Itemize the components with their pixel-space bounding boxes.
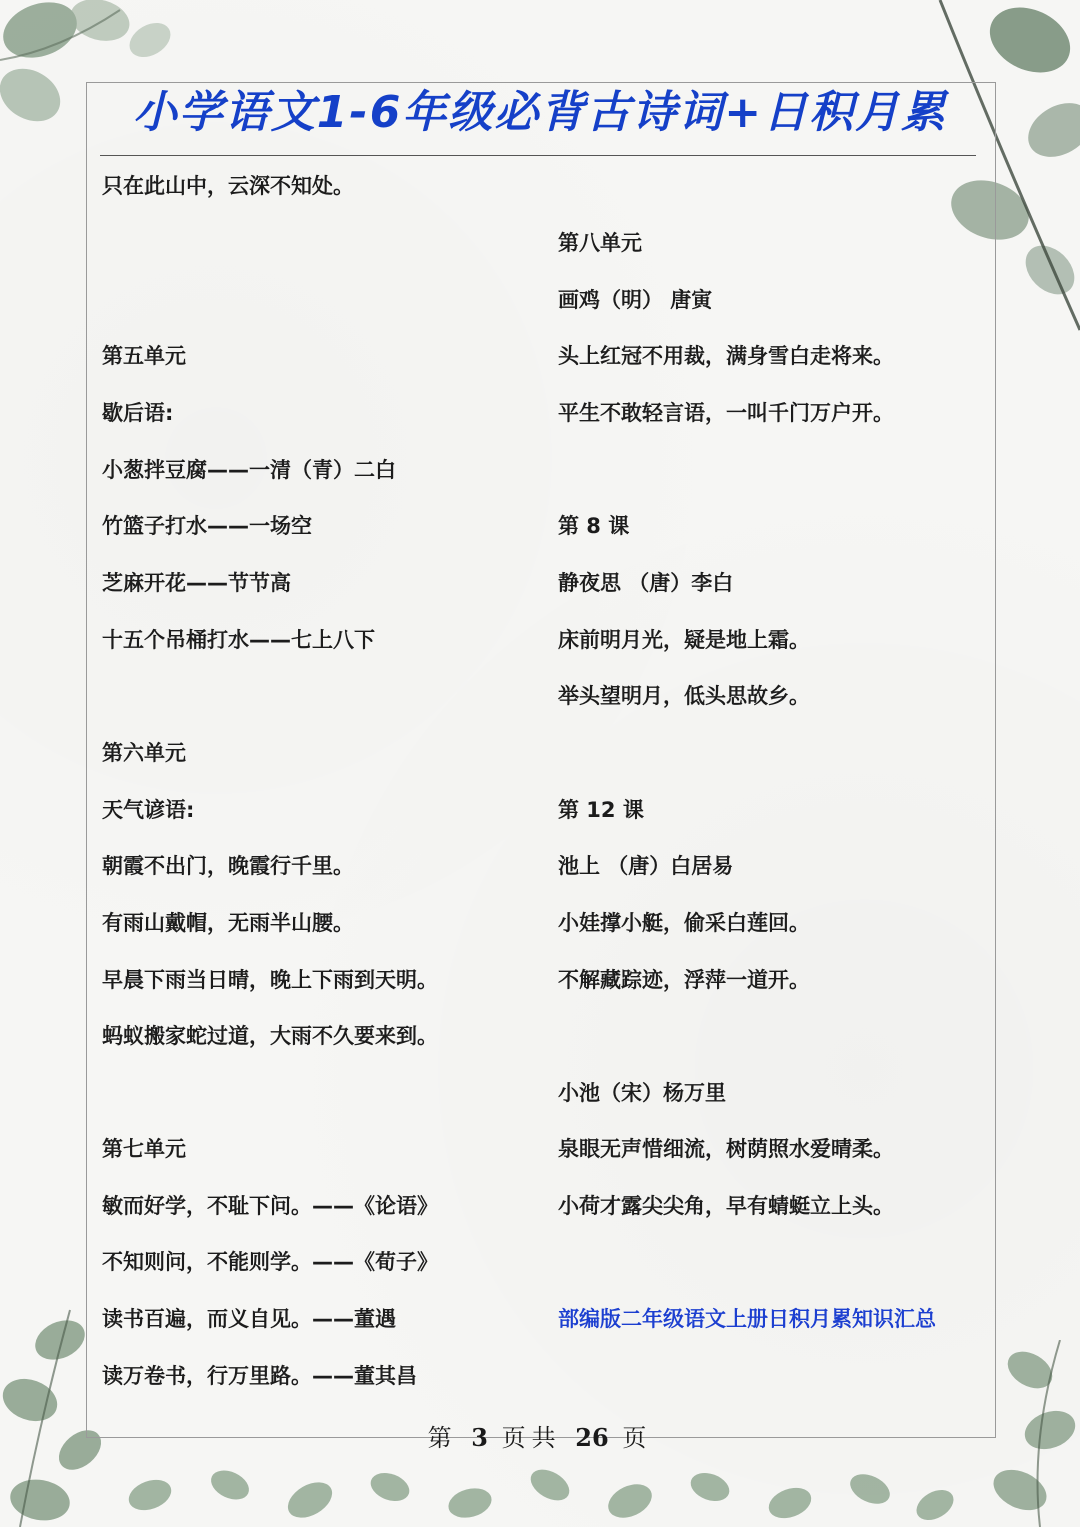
text-line: 小葱拌豆腐——一清（青）二白: [102, 458, 396, 482]
lesson-heading: 第 12 课: [558, 798, 644, 822]
section-heading: 第七单元: [102, 1137, 186, 1161]
poem-line: 头上红冠不用裁，满身雪白走将来。: [558, 344, 894, 368]
section-heading: 第八单元: [558, 231, 642, 255]
text-line: 有雨山戴帽，无雨半山腰。: [102, 911, 354, 935]
text-line: 读书百遍，而义自见。——董遇: [102, 1307, 396, 1331]
related-article-link[interactable]: 部编版二年级语文上册日积月累知识汇总: [558, 1307, 936, 1331]
text-line: 早晨下雨当日晴，晚上下雨到天明。: [102, 968, 438, 992]
total-page-count: 26: [575, 1423, 609, 1452]
poem-line: 泉眼无声惜细流，树荫照水爱晴柔。: [558, 1137, 894, 1161]
lesson-heading: 第 8 课: [558, 514, 630, 538]
footer-suffix: 页: [622, 1424, 653, 1452]
poem-title: 小池（宋）杨万里: [558, 1081, 726, 1105]
text-line: 敏而好学，不耻下问。——《论语》: [102, 1194, 438, 1218]
section-heading: 第五单元: [102, 344, 186, 368]
text-line: 读万卷书，行万里路。——董其昌: [102, 1364, 417, 1388]
current-page-number: 3: [471, 1423, 488, 1452]
text-line: 竹篮子打水——一场空: [102, 514, 312, 538]
poem-title: 画鸡（明） 唐寅: [558, 288, 713, 312]
poem-line: 小荷才露尖尖角，早有蜻蜓立上头。: [558, 1194, 894, 1218]
text-line: 朝霞不出门，晚霞行千里。: [102, 854, 354, 878]
content-frame: [86, 82, 996, 1438]
footer-middle: 页共: [501, 1424, 562, 1452]
page-title: 小学语文1-6年级必背古诗词+日积月累: [132, 87, 948, 138]
poem-line: 小娃撑小艇，偷采白莲回。: [558, 911, 810, 935]
section-heading: 第六单元: [102, 741, 186, 765]
page-number-footer: [0, 1418, 1080, 1453]
text-line: 歇后语:: [102, 401, 174, 425]
text-line: 天气谚语:: [102, 798, 195, 822]
poem-title: 池上 （唐）白居易: [558, 854, 734, 878]
text-line: 不知则问，不能则学。——《荀子》: [102, 1250, 438, 1274]
footer-prefix: 第: [427, 1424, 458, 1452]
text-line: 芝麻开花——节节高: [102, 571, 291, 595]
poem-line: 举头望明月，低头思故乡。: [558, 684, 810, 708]
title-divider: [100, 155, 976, 156]
poem-line: 床前明月光，疑是地上霜。: [558, 628, 810, 652]
poem-title: 静夜思 （唐）李白: [558, 571, 734, 595]
poem-line: 平生不敢轻言语，一叫千门万户开。: [558, 401, 894, 425]
text-line: 只在此山中，云深不知处。: [102, 174, 354, 198]
leaf-decoration-bottom-border: [120, 1455, 960, 1527]
poem-line: 不解藏踪迹，浮萍一道开。: [558, 968, 810, 992]
text-line: 十五个吊桶打水——七上八下: [102, 628, 375, 652]
text-line: 蚂蚁搬家蛇过道，大雨不久要来到。: [102, 1024, 438, 1048]
